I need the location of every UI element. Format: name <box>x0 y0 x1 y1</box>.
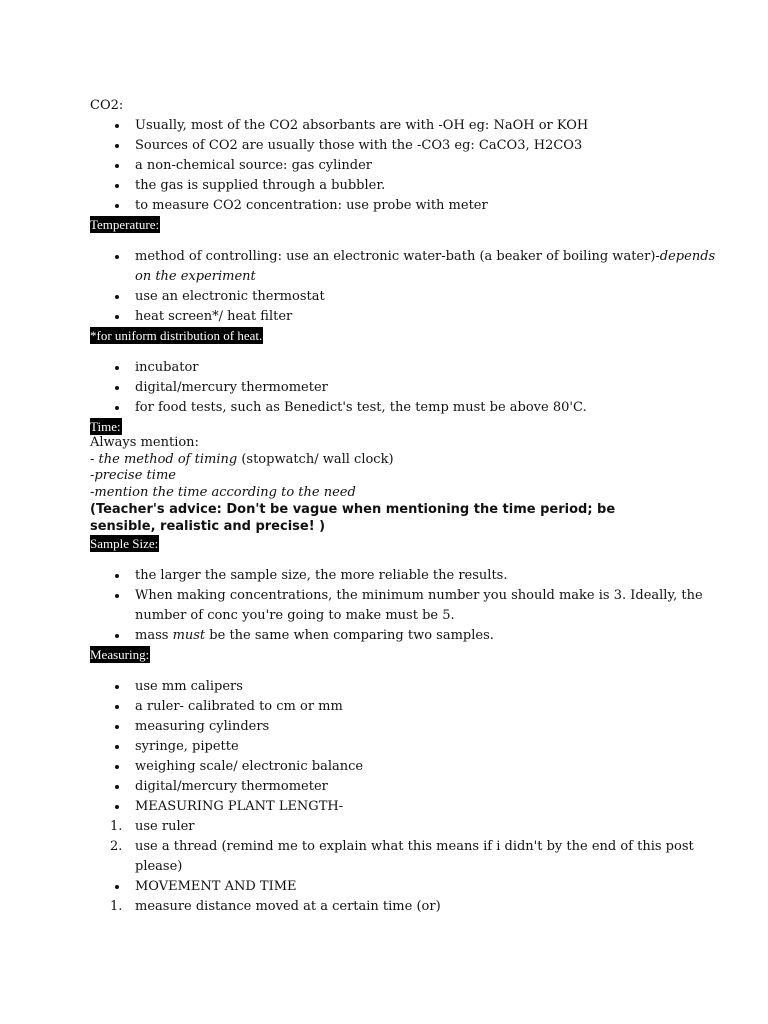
temperature-item-3: heat screen*/ heat filter <box>90 307 690 327</box>
measuring-item-3: measuring cylinders <box>90 717 690 737</box>
temperature-note-row <box>90 327 690 344</box>
time-heading: Time: <box>90 419 121 434</box>
time-line-2: -precise time <box>90 468 176 483</box>
time-line-1-italic: the method of timing <box>98 451 242 467</box>
temperature-heading-row <box>90 216 690 233</box>
temperature-item-1-italic: depends <box>659 249 716 264</box>
temperature-item-4: incubator <box>90 358 690 378</box>
measuring-heading: Measuring: <box>90 647 150 662</box>
movement-step-1-number: 1. <box>110 899 123 914</box>
time-intro: Always mention: <box>90 435 199 450</box>
temperature-item-6: for food tests, such as Benedict's test, the temp must be above 80'C. <box>90 398 690 418</box>
sample-size-item-3-italic: must <box>172 628 206 643</box>
plant-step-1 <box>90 817 690 837</box>
teacher-advice <box>90 501 662 535</box>
sample-size-heading: Sample Size: <box>90 536 159 551</box>
co2-item-5: to measure CO2 concentration: use probe with meter <box>90 196 690 216</box>
measuring-item-2: a ruler- calibrated to cm or mm <box>90 697 690 717</box>
plant-step-2-text: use a thread (remind me to explain what this means if i didn't by the end of this post <box>135 839 694 854</box>
sample-size-item-2: When making concentrations, the minimum number you should make is 3. Ideally, the <box>90 586 690 606</box>
time-line-1-prefix: - <box>90 451 99 467</box>
sample-size-item-2-cont: number of conc you're going to make must be 5. <box>135 608 455 623</box>
plant-step-2-number: 2. <box>110 839 123 854</box>
measuring-item-movement: MOVEMENT AND TIME <box>90 877 690 897</box>
time-line-1-rest: (stopwatch/ wall clock) <box>241 451 394 467</box>
measuring-item-5: weighing scale/ electronic balance <box>90 757 690 777</box>
temperature-item-5: digital/mercury thermometer <box>90 378 690 398</box>
temperature-item-2: use an electronic thermostat <box>90 287 690 307</box>
co2-item-3: a non-chemical source: gas cylinder <box>90 156 690 176</box>
temperature-heading: Temperature: <box>90 217 160 232</box>
measuring-item-4: syringe, pipette <box>90 737 690 757</box>
sample-size-item-1: the larger the sample size, the more reliable the results. <box>90 566 690 586</box>
temperature-item-1-text: method of controlling: use an electronic water-bath (a beaker of boiling water)- <box>135 249 660 264</box>
co2-heading: CO2: <box>90 98 124 113</box>
plant-step-1-number: 1. <box>110 819 123 834</box>
sample-size-heading-row <box>90 535 690 552</box>
measuring-item-7: MEASURING PLANT LENGTH- <box>90 797 690 817</box>
plant-step-2 <box>90 837 694 857</box>
time-line-1 <box>90 452 690 469</box>
co2-item-1: Usually, most of the CO2 absorbants are with -OH eg: NaOH or KOH <box>90 116 690 136</box>
plant-step-2-cont: please) <box>135 859 183 874</box>
co2-item-2: Sources of CO2 are usually those with the -CO3 eg: CaCO3, H2CO3 <box>90 136 690 156</box>
time-line-3: -mention the time according to the need <box>90 484 356 500</box>
sample-size-item-3 <box>90 626 690 646</box>
sample-size-item-3-post: be the same when comparing two samples. <box>205 628 494 643</box>
document-page <box>90 96 716 917</box>
measuring-item-6: digital/mercury thermometer <box>90 777 690 797</box>
temperature-item-1-cont: on the experiment <box>135 269 256 284</box>
measuring-item-1: use mm calipers <box>90 677 690 697</box>
co2-item-4: the gas is supplied through a bubbler. <box>90 176 690 196</box>
teacher-advice-text: (Teacher's advice: Don't be vague when mentioning the time period; be sensible, realistic and precise! ) <box>90 502 616 534</box>
movement-step-1-text: measure distance moved at a certain time (or) <box>135 899 441 914</box>
sample-size-item-3-pre: mass <box>135 628 173 643</box>
plant-step-1-text: use ruler <box>135 819 195 834</box>
time-heading-row <box>90 418 690 435</box>
temperature-note: *for uniform distribution of heat. <box>90 328 263 343</box>
temperature-item-1 <box>90 247 716 267</box>
movement-step-1 <box>90 897 690 917</box>
measuring-heading-row <box>90 646 690 663</box>
